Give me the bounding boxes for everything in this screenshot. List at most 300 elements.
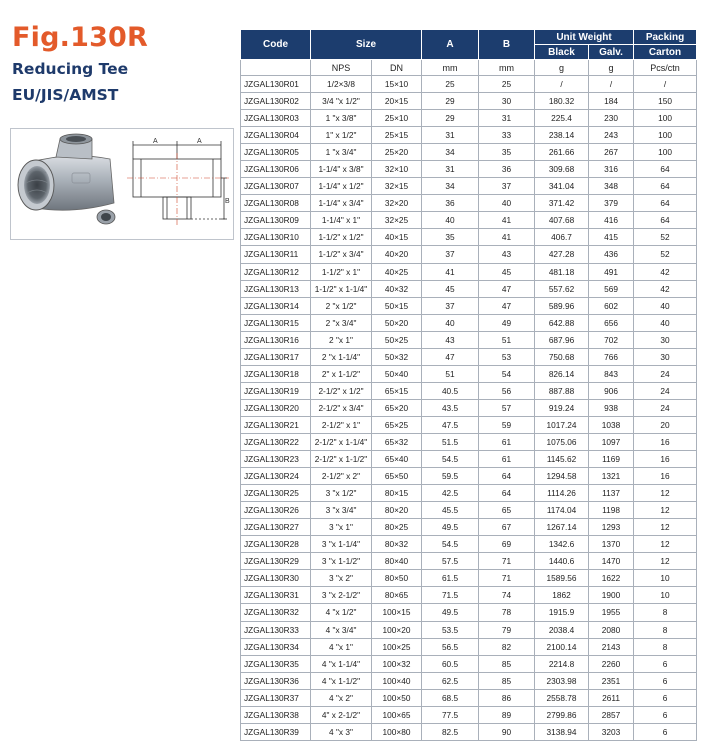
cell-dn: 65×15 (372, 382, 422, 399)
cell-b: 61 (479, 433, 535, 450)
cell-nps: 1-1/2" x 1" (311, 263, 372, 280)
cell-nps: 3/4 "x 1/2" (311, 93, 372, 110)
cell-galv: 1169 (589, 451, 634, 468)
cell-carton: 24 (634, 399, 697, 416)
cell-a: 54.5 (422, 536, 479, 553)
cell-dn: 50×32 (372, 348, 422, 365)
cell-nps: 2-1/2" x 2" (311, 468, 372, 485)
unit-b: mm (479, 60, 535, 76)
cell-black: 750.68 (535, 348, 589, 365)
cell-carton: / (634, 76, 697, 93)
cell-code: JZGAL130R13 (241, 280, 311, 297)
cell-b: 51 (479, 331, 535, 348)
unit-black: g (535, 60, 589, 76)
cell-black: 371.42 (535, 195, 589, 212)
cell-dn: 100×50 (372, 689, 422, 706)
cell-code: JZGAL130R28 (241, 536, 311, 553)
cell-nps: 1 "x 3/8" (311, 110, 372, 127)
standards-label: EU/JIS/AMST (12, 86, 119, 104)
cell-b: 59 (479, 416, 535, 433)
cell-a: 53.5 (422, 621, 479, 638)
cell-b: 89 (479, 706, 535, 723)
cell-carton: 16 (634, 433, 697, 450)
cell-b: 85 (479, 655, 535, 672)
cell-carton: 150 (634, 93, 697, 110)
cell-b: 47 (479, 297, 535, 314)
cell-carton: 8 (634, 638, 697, 655)
cell-dn: 50×25 (372, 331, 422, 348)
cell-nps: 2-1/2" x 3/4" (311, 399, 372, 416)
cell-a: 54.5 (422, 451, 479, 468)
cell-b: 65 (479, 502, 535, 519)
header-a: A (422, 30, 479, 60)
unit-code-blank (241, 60, 311, 76)
cell-b: 64 (479, 468, 535, 485)
cell-black: 238.14 (535, 127, 589, 144)
table-row (241, 212, 697, 229)
cell-a: 37 (422, 246, 479, 263)
cell-carton: 12 (634, 485, 697, 502)
cell-black: 3138.94 (535, 723, 589, 740)
cell-dn: 100×25 (372, 638, 422, 655)
cell-carton: 16 (634, 468, 697, 485)
cell-galv: 3203 (589, 723, 634, 740)
cell-black: 407.68 (535, 212, 589, 229)
table-row (241, 638, 697, 655)
cell-nps: 2 "x 1/2" (311, 297, 372, 314)
cell-dn: 80×32 (372, 536, 422, 553)
cell-black: 309.68 (535, 161, 589, 178)
table-row (241, 536, 697, 553)
malleable-iron-reducing-tee-photo (14, 133, 122, 235)
cell-dn: 32×20 (372, 195, 422, 212)
cell-b: 71 (479, 553, 535, 570)
cell-b: 40 (479, 195, 535, 212)
table-row (241, 689, 697, 706)
cell-galv: 1321 (589, 468, 634, 485)
cell-a: 43.5 (422, 399, 479, 416)
cell-code: JZGAL130R05 (241, 144, 311, 161)
cell-nps: 3 "x 2" (311, 570, 372, 587)
cell-galv: 491 (589, 263, 634, 280)
cell-a: 49.5 (422, 604, 479, 621)
cell-a: 34 (422, 144, 479, 161)
cell-carton: 52 (634, 246, 697, 263)
cell-a: 45 (422, 280, 479, 297)
cell-a: 56.5 (422, 638, 479, 655)
cell-carton: 6 (634, 689, 697, 706)
cell-dn: 65×40 (372, 451, 422, 468)
table-row (241, 399, 697, 416)
cell-black: 261.66 (535, 144, 589, 161)
cell-dn: 15×10 (372, 76, 422, 93)
cell-carton: 30 (634, 348, 697, 365)
cell-code: JZGAL130R37 (241, 689, 311, 706)
cell-nps: 4 "x 3" (311, 723, 372, 740)
cell-carton: 100 (634, 127, 697, 144)
cell-black: 225.4 (535, 110, 589, 127)
dimension-a-label-right: A (197, 138, 202, 145)
cell-code: JZGAL130R21 (241, 416, 311, 433)
cell-code: JZGAL130R38 (241, 706, 311, 723)
cell-dn: 100×80 (372, 723, 422, 740)
cell-nps: 2" x 1-1/2" (311, 365, 372, 382)
cell-galv: 1097 (589, 433, 634, 450)
cell-code: JZGAL130R01 (241, 76, 311, 93)
cell-black: 1017.24 (535, 416, 589, 433)
cell-black: 1862 (535, 587, 589, 604)
cell-black: 481.18 (535, 263, 589, 280)
cell-black: 1174.04 (535, 502, 589, 519)
cell-dn: 32×10 (372, 161, 422, 178)
cell-dn: 40×20 (372, 246, 422, 263)
table-row (241, 280, 697, 297)
table-row (241, 604, 697, 621)
table-row (241, 229, 697, 246)
cell-black: 642.88 (535, 314, 589, 331)
cell-nps: 2-1/2" x 1-1/2" (311, 451, 372, 468)
cell-nps: 3 "x 2-1/2" (311, 587, 372, 604)
cell-b: 57 (479, 399, 535, 416)
cell-galv: 656 (589, 314, 634, 331)
table-row (241, 161, 697, 178)
cell-nps: 1-1/2" x 1-1/4" (311, 280, 372, 297)
cell-carton: 8 (634, 621, 697, 638)
cell-b: 86 (479, 689, 535, 706)
cell-nps: 2-1/2" x 1-1/4" (311, 433, 372, 450)
cell-dn: 20×15 (372, 93, 422, 110)
cell-galv: 415 (589, 229, 634, 246)
cell-galv: 184 (589, 93, 634, 110)
cell-b: 85 (479, 672, 535, 689)
cell-nps: 2-1/2" x 1/2" (311, 382, 372, 399)
table-row (241, 672, 697, 689)
cell-dn: 80×15 (372, 485, 422, 502)
cell-black: 2799.86 (535, 706, 589, 723)
table-row (241, 723, 697, 740)
cell-code: JZGAL130R29 (241, 553, 311, 570)
unit-galv: g (589, 60, 634, 76)
cell-black: 1589.56 (535, 570, 589, 587)
cell-code: JZGAL130R25 (241, 485, 311, 502)
table-body (241, 76, 697, 741)
cell-code: JZGAL130R24 (241, 468, 311, 485)
cell-a: 60.5 (422, 655, 479, 672)
header-packing: Packing (634, 30, 697, 45)
table-row (241, 93, 697, 110)
cell-code: JZGAL130R11 (241, 246, 311, 263)
product-illustration (10, 128, 234, 240)
cell-black: 2558.78 (535, 689, 589, 706)
table-row (241, 587, 697, 604)
cell-nps: 1-1/4" x 3/8" (311, 161, 372, 178)
header-carton: Carton (634, 45, 697, 60)
cell-dn: 32×25 (372, 212, 422, 229)
cell-nps: 3 "x 1" (311, 519, 372, 536)
figure-title: Fig.130R (12, 22, 149, 53)
cell-carton: 8 (634, 604, 697, 621)
cell-b: 45 (479, 263, 535, 280)
dimension-b-label: B (225, 198, 230, 205)
cell-a: 68.5 (422, 689, 479, 706)
cell-galv: 2351 (589, 672, 634, 689)
cell-carton: 12 (634, 519, 697, 536)
cell-code: JZGAL130R03 (241, 110, 311, 127)
cell-a: 40 (422, 212, 479, 229)
cell-code: JZGAL130R30 (241, 570, 311, 587)
cell-black: 589.96 (535, 297, 589, 314)
cell-b: 74 (479, 587, 535, 604)
cell-galv: 1198 (589, 502, 634, 519)
cell-a: 71.5 (422, 587, 479, 604)
cell-a: 36 (422, 195, 479, 212)
cell-b: 37 (479, 178, 535, 195)
table-row (241, 416, 697, 433)
cell-galv: 602 (589, 297, 634, 314)
cell-carton: 64 (634, 178, 697, 195)
cell-b: 47 (479, 280, 535, 297)
cell-b: 43 (479, 246, 535, 263)
cell-a: 37 (422, 297, 479, 314)
cell-dn: 25×10 (372, 110, 422, 127)
cell-code: JZGAL130R39 (241, 723, 311, 740)
cell-carton: 42 (634, 280, 697, 297)
cell-carton: 42 (634, 263, 697, 280)
cell-a: 45.5 (422, 502, 479, 519)
cell-carton: 24 (634, 365, 697, 382)
cell-a: 61.5 (422, 570, 479, 587)
cell-a: 40.5 (422, 382, 479, 399)
cell-black: 887.88 (535, 382, 589, 399)
reducing-tee-dimension-drawing (125, 133, 231, 235)
cell-galv: 843 (589, 365, 634, 382)
cell-code: JZGAL130R22 (241, 433, 311, 450)
cell-b: 54 (479, 365, 535, 382)
cell-b: 78 (479, 604, 535, 621)
cell-galv: 243 (589, 127, 634, 144)
header-size: Size (311, 30, 422, 60)
cell-carton: 10 (634, 570, 697, 587)
cell-a: 34 (422, 178, 479, 195)
cell-dn: 40×25 (372, 263, 422, 280)
cell-a: 51 (422, 365, 479, 382)
cell-dn: 100×15 (372, 604, 422, 621)
cell-code: JZGAL130R07 (241, 178, 311, 195)
cell-black: 1075.06 (535, 433, 589, 450)
table-row (241, 314, 697, 331)
cell-code: JZGAL130R09 (241, 212, 311, 229)
cell-b: 41 (479, 212, 535, 229)
cell-code: JZGAL130R16 (241, 331, 311, 348)
cell-dn: 80×25 (372, 519, 422, 536)
cell-code: JZGAL130R12 (241, 263, 311, 280)
cell-black: 1267.14 (535, 519, 589, 536)
cell-carton: 100 (634, 144, 697, 161)
cell-b: 33 (479, 127, 535, 144)
cell-a: 51.5 (422, 433, 479, 450)
cell-black: 1915.9 (535, 604, 589, 621)
cell-b: 53 (479, 348, 535, 365)
table-row (241, 178, 697, 195)
cell-b: 61 (479, 451, 535, 468)
cell-a: 31 (422, 127, 479, 144)
table-row (241, 127, 697, 144)
table-row (241, 365, 697, 382)
cell-carton: 12 (634, 502, 697, 519)
cell-carton: 40 (634, 297, 697, 314)
cell-black: 427.28 (535, 246, 589, 263)
specification-table (240, 29, 697, 741)
cell-galv: 1038 (589, 416, 634, 433)
cell-nps: 4 "x 2" (311, 689, 372, 706)
cell-carton: 30 (634, 331, 697, 348)
cell-galv: 569 (589, 280, 634, 297)
cell-nps: 2 "x 3/4" (311, 314, 372, 331)
cell-black: 2100.14 (535, 638, 589, 655)
cell-dn: 80×65 (372, 587, 422, 604)
cell-code: JZGAL130R31 (241, 587, 311, 604)
cell-b: 49 (479, 314, 535, 331)
cell-carton: 6 (634, 672, 697, 689)
cell-galv: 1293 (589, 519, 634, 536)
cell-a: 29 (422, 110, 479, 127)
cell-code: JZGAL130R27 (241, 519, 311, 536)
cell-code: JZGAL130R18 (241, 365, 311, 382)
cell-dn: 80×50 (372, 570, 422, 587)
cell-nps: 1-1/4" x 1/2" (311, 178, 372, 195)
cell-black: / (535, 76, 589, 93)
cell-nps: 4" x 2-1/2" (311, 706, 372, 723)
cell-nps: 4 "x 1-1/2" (311, 672, 372, 689)
cell-code: JZGAL130R36 (241, 672, 311, 689)
cell-black: 2038.4 (535, 621, 589, 638)
cell-galv: 1470 (589, 553, 634, 570)
cell-nps: 1-1/2" x 1/2" (311, 229, 372, 246)
cell-black: 687.96 (535, 331, 589, 348)
cell-black: 2214.8 (535, 655, 589, 672)
header-unit-weight: Unit Weight (535, 30, 634, 45)
cell-galv: 2080 (589, 621, 634, 638)
table-row (241, 348, 697, 365)
cell-galv: 1137 (589, 485, 634, 502)
cell-b: 30 (479, 93, 535, 110)
cell-carton: 6 (634, 723, 697, 740)
cell-a: 47 (422, 348, 479, 365)
cell-b: 25 (479, 76, 535, 93)
cell-a: 57.5 (422, 553, 479, 570)
cell-carton: 10 (634, 587, 697, 604)
header-black: Black (535, 45, 589, 60)
dimension-a-label: A (153, 138, 158, 145)
cell-code: JZGAL130R14 (241, 297, 311, 314)
cell-b: 90 (479, 723, 535, 740)
cell-black: 1114.26 (535, 485, 589, 502)
cell-b: 36 (479, 161, 535, 178)
cell-galv: 416 (589, 212, 634, 229)
cell-black: 1294.58 (535, 468, 589, 485)
product-name: Reducing Tee (12, 60, 129, 78)
cell-a: 49.5 (422, 519, 479, 536)
cell-galv: 316 (589, 161, 634, 178)
cell-a: 77.5 (422, 706, 479, 723)
cell-dn: 100×65 (372, 706, 422, 723)
cell-code: JZGAL130R35 (241, 655, 311, 672)
table-row (241, 144, 697, 161)
cell-black: 2303.98 (535, 672, 589, 689)
cell-dn: 65×32 (372, 433, 422, 450)
cell-code: JZGAL130R02 (241, 93, 311, 110)
cell-carton: 24 (634, 382, 697, 399)
cell-nps: 1-1/2" x 3/4" (311, 246, 372, 263)
cell-carton: 40 (634, 314, 697, 331)
table-row (241, 621, 697, 638)
cell-dn: 100×32 (372, 655, 422, 672)
table-row (241, 433, 697, 450)
cell-dn: 65×20 (372, 399, 422, 416)
cell-black: 1342.6 (535, 536, 589, 553)
cell-code: JZGAL130R17 (241, 348, 311, 365)
cell-code: JZGAL130R32 (241, 604, 311, 621)
cell-galv: 702 (589, 331, 634, 348)
table-row (241, 468, 697, 485)
cell-nps: 1-1/4" x 1" (311, 212, 372, 229)
cell-galv: 2143 (589, 638, 634, 655)
cell-nps: 4 "x 1" (311, 638, 372, 655)
cell-galv: 1622 (589, 570, 634, 587)
cell-nps: 2 "x 1-1/4" (311, 348, 372, 365)
unit-carton: Pcs/ctn (634, 60, 697, 76)
cell-galv: 1955 (589, 604, 634, 621)
cell-nps: 3 "x 1/2" (311, 485, 372, 502)
table-row (241, 246, 697, 263)
cell-galv: 436 (589, 246, 634, 263)
table-row (241, 195, 697, 212)
cell-code: JZGAL130R08 (241, 195, 311, 212)
cell-code: JZGAL130R19 (241, 382, 311, 399)
cell-b: 64 (479, 485, 535, 502)
cell-b: 82 (479, 638, 535, 655)
cell-code: JZGAL130R34 (241, 638, 311, 655)
cell-dn: 50×40 (372, 365, 422, 382)
cell-black: 406.7 (535, 229, 589, 246)
table-row (241, 382, 697, 399)
cell-carton: 12 (634, 536, 697, 553)
cell-black: 180.32 (535, 93, 589, 110)
cell-galv: 348 (589, 178, 634, 195)
cell-black: 919.24 (535, 399, 589, 416)
cell-nps: 4 "x 3/4" (311, 621, 372, 638)
cell-carton: 64 (634, 161, 697, 178)
cell-dn: 65×25 (372, 416, 422, 433)
cell-black: 1145.62 (535, 451, 589, 468)
header-code: Code (241, 30, 311, 60)
cell-nps: 3 "x 1-1/4" (311, 536, 372, 553)
cell-b: 67 (479, 519, 535, 536)
cell-code: JZGAL130R06 (241, 161, 311, 178)
cell-dn: 50×15 (372, 297, 422, 314)
cell-a: 47.5 (422, 416, 479, 433)
table-row (241, 76, 697, 93)
cell-dn: 32×15 (372, 178, 422, 195)
cell-carton: 52 (634, 229, 697, 246)
cell-nps: 2 "x 1" (311, 331, 372, 348)
table-row (241, 485, 697, 502)
cell-dn: 100×20 (372, 621, 422, 638)
table-row (241, 519, 697, 536)
cell-nps: 3 "x 3/4" (311, 502, 372, 519)
cell-code: JZGAL130R26 (241, 502, 311, 519)
cell-nps: 2-1/2" x 1" (311, 416, 372, 433)
